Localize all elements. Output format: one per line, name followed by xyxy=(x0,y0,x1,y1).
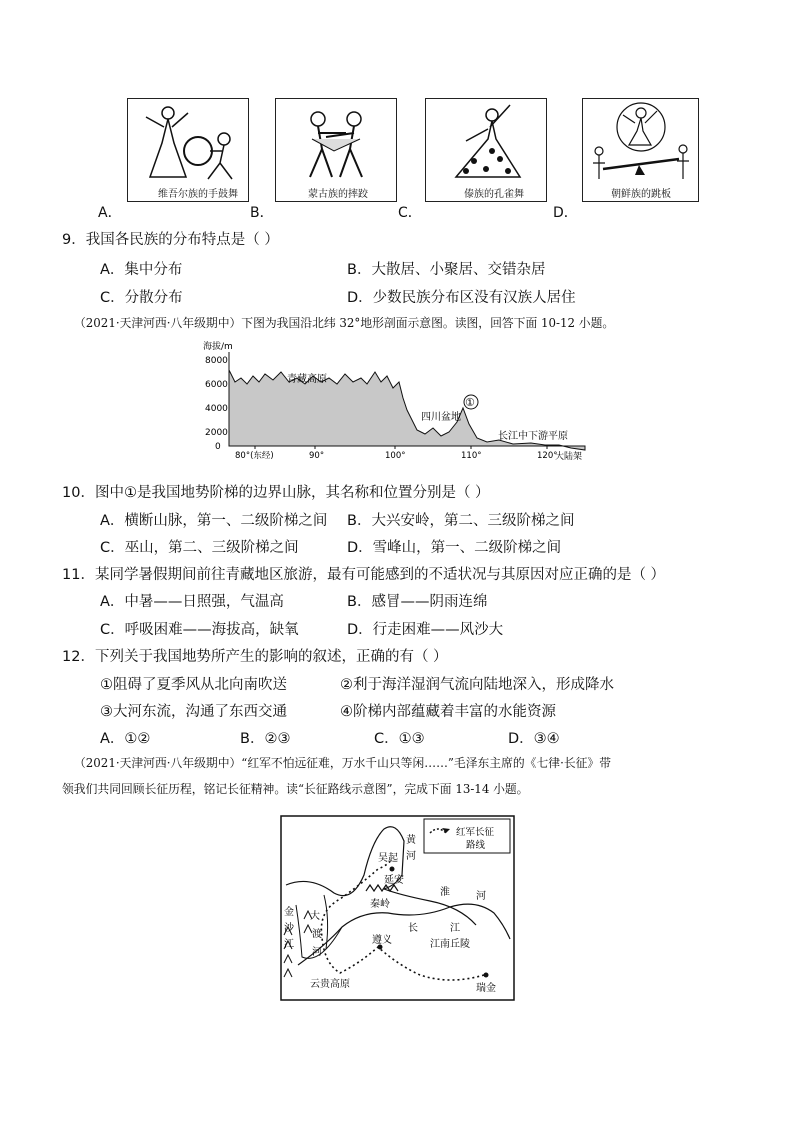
label-zunyi: 遵义 xyxy=(372,935,392,946)
label-du: 渡 xyxy=(312,929,322,940)
profile-ytick-0: 0 xyxy=(215,442,221,452)
picture-c xyxy=(425,98,547,202)
profile-xtick-90: 90° xyxy=(309,451,325,460)
long-march-map xyxy=(280,815,515,1001)
picture-d-letter: D． xyxy=(553,205,578,221)
q10-option-a: A．横断山脉，第一、二级阶梯之间 xyxy=(100,513,328,529)
q9-stem: 9．我国各民族的分布特点是（ ） xyxy=(62,232,279,248)
q12-statement-2: ②利于海洋湿润气流向陆地深入，形成降水 xyxy=(340,677,614,693)
label-he: 河 xyxy=(406,851,416,862)
q12-option-c: C．①③ xyxy=(374,731,425,747)
label-jinshajiang: 江 xyxy=(284,939,294,950)
picture-d xyxy=(582,98,699,202)
profile-ytick-4000: 4000 xyxy=(205,404,228,414)
q10-option-d: D．雪峰山，第一、二级阶梯之间 xyxy=(347,540,562,556)
q12-stem: 12．下列关于我国地势所产生的影响的叙述，正确的有（ ） xyxy=(62,649,448,665)
label-huang: 黄 xyxy=(406,835,416,846)
q9-option-b: B．大散居、小聚居、交错杂居 xyxy=(347,262,546,278)
label-yanan: 延安 xyxy=(384,875,404,886)
picture-a xyxy=(127,98,249,202)
q10-option-c: C．巫山，第二、三级阶梯之间 xyxy=(100,540,299,556)
label-qinling: 秦岭 xyxy=(370,899,390,910)
label-jiangnan-hills: 江南丘陵 xyxy=(430,939,470,950)
picture-d-caption: 朝鲜族的跳板 xyxy=(611,189,671,200)
picture-a-caption: 维吾尔族的手鼓舞 xyxy=(158,189,238,200)
q12-statement-4: ④阶梯内部蕴藏着丰富的水能资源 xyxy=(340,704,556,720)
profile-label-plain: 长江中下游平原 xyxy=(498,431,568,442)
picture-c-caption: 傣族的孔雀舞 xyxy=(464,189,524,200)
q12-statement-1: ①阻碍了夏季风从北向南吹送 xyxy=(100,677,287,693)
q12-option-b: B．②③ xyxy=(240,731,291,747)
profile-xtick-80: 80°(东经) xyxy=(235,451,274,460)
q11-option-a: A．中暑——日照强，气温高 xyxy=(100,594,284,610)
profile-xtick-110: 110° xyxy=(461,451,482,460)
q12-option-d: D．③④ xyxy=(508,731,560,747)
label-jin: 金 xyxy=(284,907,294,918)
q9-option-c: C．分散分布 xyxy=(100,290,183,306)
q9-option-a: A．集中分布 xyxy=(100,262,183,278)
profile-ytick-8000: 8000 xyxy=(205,356,228,366)
wrestling-icon xyxy=(276,99,396,187)
picture-a-letter: A． xyxy=(98,205,122,221)
q10-stem: 10．图中①是我国地势阶梯的边界山脉，其名称和位置分别是（ ） xyxy=(62,485,490,501)
intro-13-14-line2: 领我们共同回顾长征历程，铭记长征精神。读“长征路线示意图”，完成下面 13-14 小题。 xyxy=(62,782,529,796)
profile-label-plateau: 青藏高原 xyxy=(287,374,327,385)
profile-xtick-100: 100° xyxy=(385,451,406,460)
label-duhe: 河 xyxy=(312,947,322,958)
q11-option-c: C．呼吸困难——海拔高，缺氧 xyxy=(100,622,299,638)
label-sha: 沙 xyxy=(284,923,294,934)
tambourine-dance-icon xyxy=(128,99,248,187)
picture-b-letter: B． xyxy=(250,205,274,221)
label-yungui-plateau: 云贵高原 xyxy=(310,979,350,990)
picture-b xyxy=(275,98,397,202)
q9-option-d: D．少数民族分布区没有汉族人居住 xyxy=(347,290,576,306)
profile-ylabel: 海拔/m xyxy=(203,342,233,352)
peacock-dance-icon xyxy=(426,99,546,187)
q11-option-b: B．感冒——阴雨连绵 xyxy=(347,594,488,610)
profile-ytick-6000: 6000 xyxy=(205,380,228,390)
picture-c-letter: C． xyxy=(398,205,422,221)
label-chang: 长 xyxy=(408,923,418,934)
q10-option-b: B．大兴安岭，第二、三级阶梯之间 xyxy=(347,513,575,529)
q12-option-a: A．①② xyxy=(100,731,151,747)
profile-xtick-120: 120° xyxy=(537,451,558,460)
q11-stem: 11．某同学暑假期间前往青藏地区旅游，最有可能感到的不适状况与其原因对应正确的是（ ） xyxy=(62,567,666,583)
terrain-profile xyxy=(195,338,595,460)
profile-marker: ① xyxy=(465,396,475,409)
profile-label-basin: 四川盆地 xyxy=(421,412,461,423)
label-da: 大 xyxy=(310,911,320,922)
q11-option-d: D．行走困难——风沙大 xyxy=(347,622,504,638)
profile-label-shelf: 大陆架 xyxy=(555,452,583,460)
label-huai: 淮 xyxy=(440,887,450,898)
seesaw-icon xyxy=(583,99,698,187)
label-wuqi: 吴起 xyxy=(378,853,398,864)
label-huaihe: 河 xyxy=(476,891,486,902)
intro-13-14-line1: （2021·天津河西·八年级期中）“红军不怕远征难，万水千山只等闲……”毛泽东主席的《七律·长征》带 xyxy=(74,756,612,770)
q12-statement-3: ③大河东流，沟通了东西交通 xyxy=(100,704,287,720)
picture-b-caption: 蒙古族的摔跤 xyxy=(308,189,368,200)
legend-line1: 红军长征 xyxy=(456,827,495,838)
label-ruijin: 瑞金 xyxy=(476,983,496,994)
legend-line2: 路线 xyxy=(466,840,486,851)
intro-10-12: （2021·天津河西·八年级期中）下图为我国沿北纬 32°地形剖面示意图。读图，回答下面 10-12 小题。 xyxy=(74,316,615,330)
profile-ytick-2000: 2000 xyxy=(205,428,228,438)
label-jiang: 江 xyxy=(450,923,460,934)
